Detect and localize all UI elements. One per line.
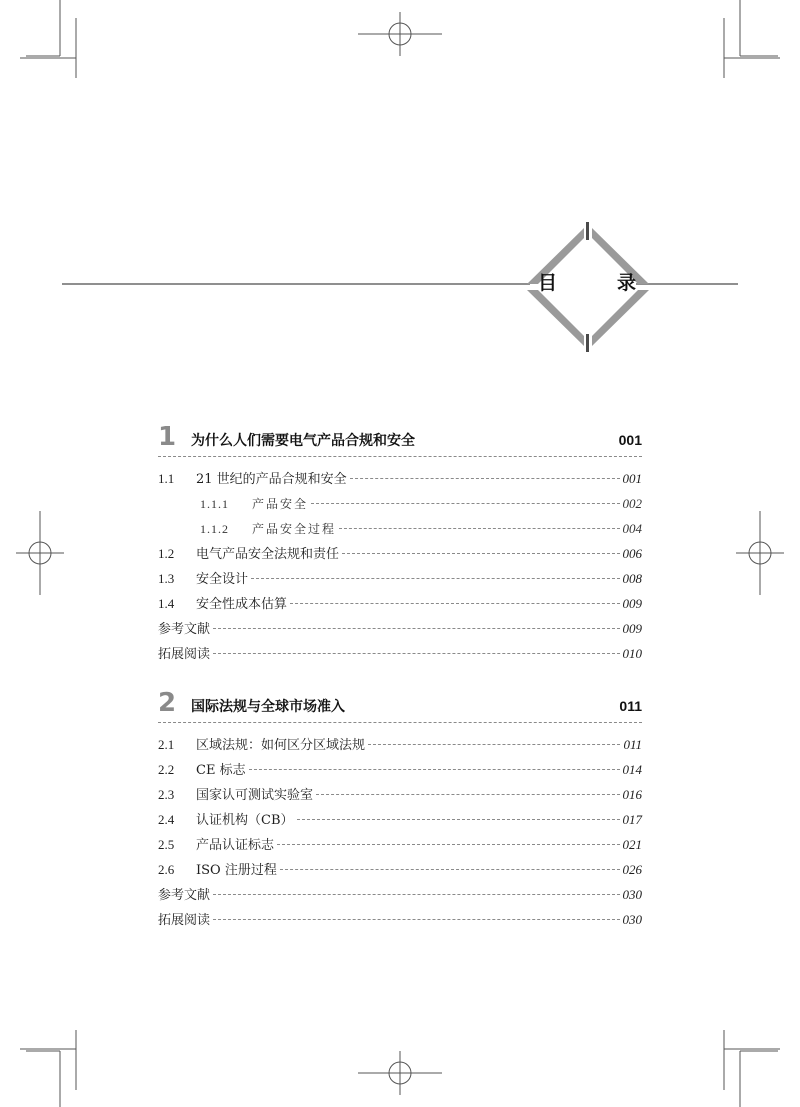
toc-entry-list: [158, 469, 642, 669]
section-number: 1.1: [158, 471, 175, 486]
entry-page: 008: [622, 571, 642, 586]
entry-label: 认证机构（CB）: [196, 813, 294, 828]
toc-entry[interactable]: [158, 785, 642, 810]
chapter-number: 2: [158, 688, 177, 718]
section-number: 1.4: [158, 596, 175, 611]
chapter-number: 1: [158, 422, 177, 452]
dot-leader: [350, 478, 620, 479]
entry-page: 010: [622, 646, 642, 661]
entry-page: 021: [622, 837, 642, 852]
dot-leader: [316, 794, 619, 795]
entry-page: 016: [622, 787, 642, 802]
dot-leader: [342, 553, 619, 554]
entry-page: 002: [622, 496, 642, 511]
toc-entry[interactable]: [158, 810, 642, 835]
entry-page: 030: [622, 887, 642, 902]
toc-entry[interactable]: [158, 519, 642, 544]
entry-label: 参考文献: [158, 622, 211, 637]
chapter-1: [158, 424, 642, 669]
section-number: 2.4: [158, 812, 175, 827]
section-number: 2.2: [158, 762, 175, 777]
toc-entry[interactable]: [158, 469, 642, 494]
entry-label: 安全性成本估算: [196, 597, 288, 612]
registration-mark-bottom: [358, 1051, 442, 1095]
dot-leader: [213, 653, 619, 654]
dot-leader: [213, 894, 619, 895]
entry-label: 拓展阅读: [158, 647, 211, 662]
entry-page: 011: [623, 737, 642, 752]
toc-entry[interactable]: [158, 569, 642, 594]
entry-label: CE 标志: [196, 763, 246, 778]
entry-label: 电气产品安全法规和责任: [196, 547, 340, 562]
entry-page: 017: [622, 812, 642, 827]
registration-mark-right: [736, 511, 784, 595]
chapter-title: 国际法规与全球市场准入: [191, 699, 345, 715]
entry-label: 参考文献: [158, 888, 211, 903]
dot-leader: [290, 603, 619, 604]
toc-entry[interactable]: [158, 494, 642, 519]
chapter-page: 011: [619, 698, 642, 714]
dot-leader: [297, 819, 620, 820]
registration-mark-top: [358, 12, 442, 56]
toc-entry[interactable]: [158, 860, 642, 885]
section-number: 2.5: [158, 837, 175, 852]
chapter-heading[interactable]: [158, 690, 642, 723]
entry-label: 国家认可测试实验室: [196, 788, 314, 803]
dot-leader: [251, 578, 619, 579]
dot-leader: [280, 869, 620, 870]
registration-mark-left: [16, 511, 64, 595]
entry-page: 009: [622, 621, 642, 636]
dot-leader: [213, 628, 619, 629]
entry-label: 产品认证标志: [196, 838, 275, 853]
entry-page: 009: [622, 596, 642, 611]
dot-leader: [249, 769, 620, 770]
entry-page: 030: [622, 912, 642, 927]
section-number: 1.1.2: [200, 522, 229, 536]
entry-label: 安全设计: [196, 572, 249, 587]
toc-entry[interactable]: [158, 594, 642, 619]
entry-label: 产品安全: [252, 497, 309, 511]
dot-leader: [339, 528, 619, 529]
chapter-title: 为什么人们需要电气产品合规和安全: [191, 433, 415, 449]
chapter-2: [158, 690, 642, 935]
section-number: 1.3: [158, 571, 175, 586]
section-number: 2.6: [158, 862, 175, 877]
chapter-heading[interactable]: [158, 424, 642, 457]
entry-page: 004: [622, 521, 642, 536]
toc-title-char-1: 目: [538, 272, 558, 294]
entry-label: ISO 注册过程: [196, 863, 277, 878]
dot-leader: [213, 919, 619, 920]
dot-leader: [311, 503, 619, 504]
chapter-page: 001: [618, 432, 642, 448]
toc-entry[interactable]: [158, 619, 642, 644]
toc-entry[interactable]: [158, 835, 642, 860]
dot-leader: [368, 744, 620, 745]
entry-label: 区域法规：如何区分区域法规: [196, 738, 366, 753]
title-rule-left: [62, 283, 530, 285]
toc-entry[interactable]: [158, 910, 642, 935]
section-number: 2.1: [158, 737, 175, 752]
entry-label: 21 世纪的产品合规和安全: [196, 472, 347, 487]
toc-title-char-2: 录: [616, 272, 636, 294]
entry-label: 产品安全过程: [252, 522, 337, 536]
entry-page: 026: [622, 862, 642, 877]
dot-leader: [277, 844, 619, 845]
toc-entry[interactable]: [158, 760, 642, 785]
section-number: 2.3: [158, 787, 175, 802]
toc-entry[interactable]: [158, 644, 642, 669]
toc-entry[interactable]: [158, 544, 642, 569]
toc-entry-list: [158, 735, 642, 935]
section-number: 1.2: [158, 546, 175, 561]
entry-page: 006: [622, 546, 642, 561]
entry-page: 001: [622, 471, 642, 486]
entry-page: 014: [622, 762, 642, 777]
toc-entry[interactable]: [158, 885, 642, 910]
toc-entry[interactable]: [158, 735, 642, 760]
entry-label: 拓展阅读: [158, 913, 211, 928]
section-number: 1.1.1: [200, 497, 229, 511]
toc-title: [538, 268, 636, 295]
